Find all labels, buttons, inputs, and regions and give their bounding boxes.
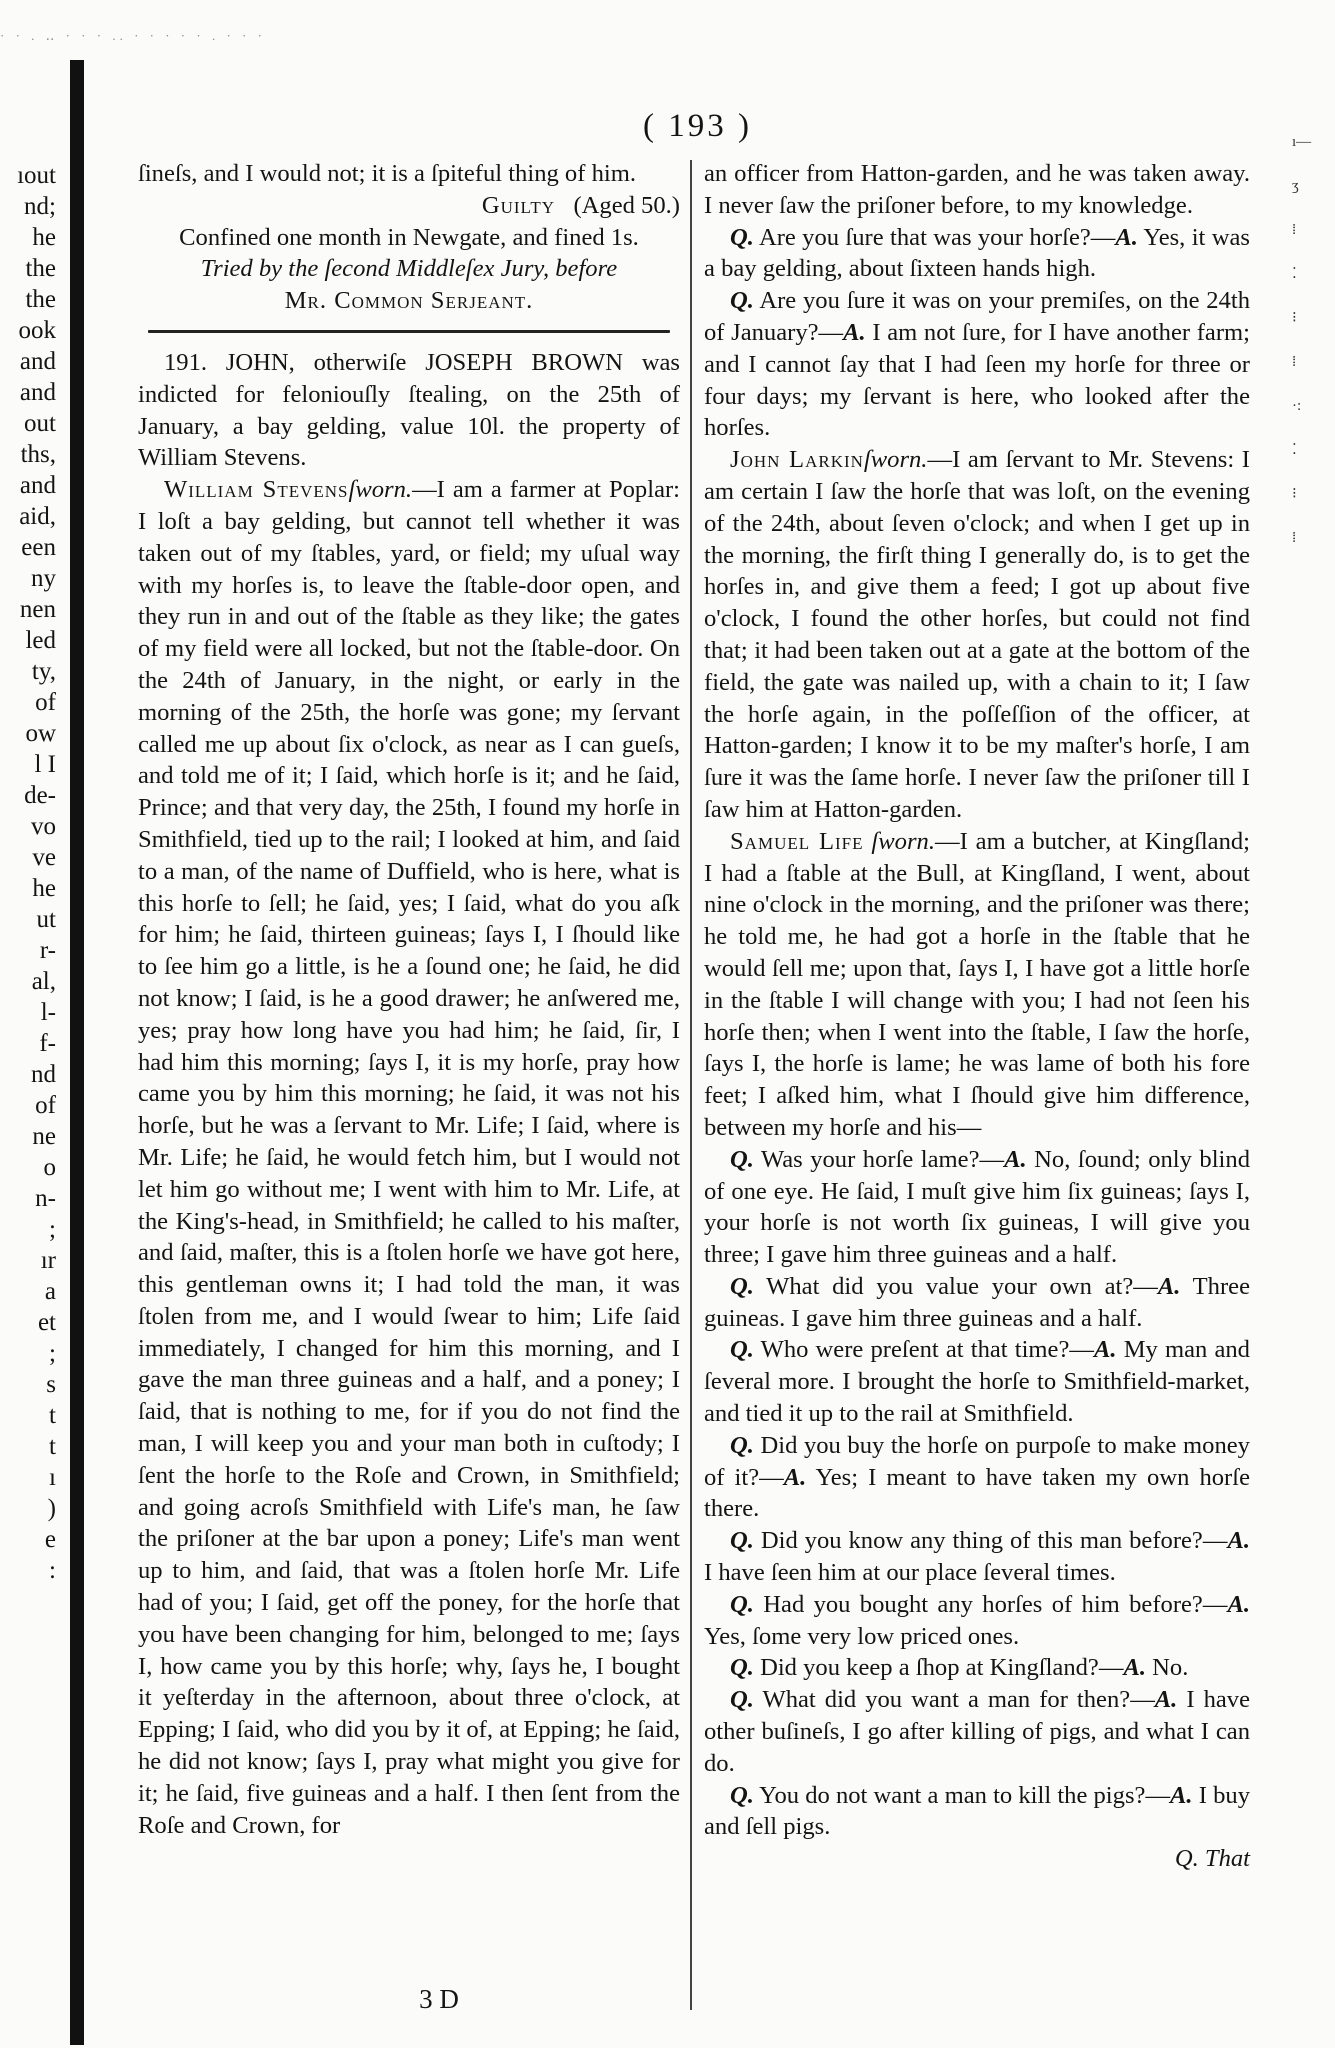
continuation-text: an officer from Hatton-garden, and he was taken away. I never ſaw the priſoner before, to my knowledge.: [704, 160, 1250, 219]
answer-text: I have other buſineſs, I go after killing of pigs, and what I can do.: [704, 1686, 1250, 1777]
margin-fragment: al,: [31, 968, 56, 995]
margin-fragment: aid,: [19, 503, 56, 530]
margin-fragment: and: [19, 379, 56, 406]
dash: —: [759, 1463, 784, 1491]
question-label: Q.: [730, 287, 754, 315]
verdict-line: [138, 190, 680, 222]
qa-item: [704, 1525, 1250, 1589]
question-text: You do not want a man to kill the pigs?: [759, 1781, 1146, 1809]
margin-fragment: ve: [32, 844, 56, 871]
case-heading: [138, 347, 680, 474]
margin-fragment: led: [25, 627, 56, 654]
question-label: Q.: [730, 1145, 754, 1173]
question-text: Was your horſe lame?: [760, 1145, 980, 1173]
question-text: What did you want a man for then?: [762, 1686, 1131, 1714]
margin-fragment: f-: [39, 1030, 56, 1057]
answer-label: A.: [1004, 1145, 1027, 1173]
margin-fragment: ıout: [17, 162, 56, 189]
question-label: Q.: [730, 1686, 754, 1714]
margin-fragment: ne: [32, 1123, 56, 1150]
margin-fragment: ty,: [31, 658, 56, 685]
margin-fragment: t: [49, 1433, 56, 1460]
dash: —: [1202, 1590, 1228, 1618]
sworn-label: ſworn.: [863, 446, 928, 474]
margin-fragment: s: [46, 1371, 56, 1398]
answer-label: A.: [1157, 1272, 1181, 1300]
answer-label: A.: [843, 318, 866, 346]
answer-text: I am not ſure, for I have another farm; and I cannot ſay that I had ſeen my horſe for three or four days; my ſervant is here, who looked after the horſes.: [704, 318, 1250, 442]
verdict: Guilty: [481, 191, 555, 219]
answer-text: Yes; I meant to have taken my own horſe there.: [704, 1463, 1250, 1523]
facing-page-edge: [0, 160, 62, 2030]
left-column: [138, 158, 680, 1841]
qa-item: [704, 1271, 1250, 1335]
witness-name: Samuel Life: [730, 827, 864, 855]
dash: —: [818, 318, 844, 346]
question-text: Had you bought any horſes of him before?: [763, 1590, 1203, 1618]
answer-text: No.: [1152, 1654, 1189, 1682]
qa-item: [704, 1334, 1250, 1429]
witness-larkin-testimony: [704, 444, 1250, 826]
answer-text: I have ſeen him at our place ſeveral times.: [704, 1559, 1116, 1587]
margin-fragment: of: [35, 1092, 56, 1119]
margin-fragment: et: [37, 1309, 56, 1336]
question-label: Q.: [730, 1654, 754, 1682]
margin-fragment: he: [32, 224, 56, 251]
dash: —: [979, 1145, 1005, 1173]
answer-label: A.: [1154, 1686, 1178, 1714]
judge-line: Mr. Common Serjeant.: [284, 287, 534, 315]
margin-fragment: ;: [49, 1216, 56, 1243]
page-number: ( 193 ): [643, 108, 752, 144]
witness-name: William Stevens: [164, 476, 349, 504]
book-gutter: [70, 60, 84, 2045]
right-column: [704, 158, 1250, 1875]
margin-fragment: de-: [24, 782, 56, 809]
question-text: Did you buy the horſe on purpoſe to make money of it?: [704, 1431, 1250, 1491]
sentence: Confined one month in Newgate, and fined 1s.: [179, 223, 639, 251]
margin-fragment: ut: [36, 906, 56, 933]
answer-text: Yes, it was a bay gelding, about ſixteen hands high.: [704, 223, 1250, 283]
answer-label: A.: [1170, 1781, 1193, 1809]
margin-fragment: vo: [31, 813, 56, 840]
question-text: What did you value your own at?: [766, 1272, 1134, 1300]
answer-label: A.: [1123, 1654, 1146, 1682]
margin-fragment: ): [47, 1495, 56, 1522]
qa-item: [704, 1684, 1250, 1779]
witness-life-testimony: [704, 826, 1250, 1144]
witness-stevens-testimony: [138, 474, 680, 1841]
margin-fragment: of: [35, 689, 56, 716]
dash: —: [1130, 1686, 1155, 1714]
answer-text: I buy and ſell pigs.: [704, 1781, 1250, 1841]
margin-fragment: nd: [31, 1061, 56, 1088]
margin-fragment: ook: [18, 317, 56, 344]
answer-text: Yes, ſome very low priced ones.: [704, 1622, 1020, 1650]
catchword: Q. That: [1174, 1845, 1250, 1873]
margin-fragment: the: [25, 255, 56, 282]
dash: —: [1202, 1527, 1228, 1555]
dash: —: [1145, 1781, 1171, 1809]
question-label: Q.: [730, 1431, 754, 1459]
margin-fragment: and: [19, 472, 56, 499]
question-text: Are you ſure it was on your premiſes, on the 24th of January?: [704, 287, 1250, 346]
margin-fragment: and: [19, 348, 56, 375]
answer-text: Three guineas. I gave him three guineas and a half.: [704, 1272, 1250, 1332]
scan-noise: · · . ‥ · · · .. · · · · · . · · ·: [0, 28, 266, 43]
qa-item: [704, 222, 1250, 286]
margin-fragment: l-: [40, 999, 56, 1026]
margin-fragment: ı: [49, 1464, 56, 1491]
section-rule: [148, 330, 670, 333]
question-text: Are you ſure that was your horſe?: [758, 223, 1091, 251]
margin-fragment: :: [49, 1557, 56, 1584]
question-label: Q.: [730, 1590, 754, 1618]
question-label: Q.: [730, 1272, 754, 1300]
margin-fragment: een: [21, 534, 56, 561]
margin-fragment: nen: [19, 596, 56, 623]
answer-label: A.: [1093, 1336, 1117, 1364]
margin-fragment: ;: [49, 1340, 56, 1367]
qa-item: [704, 1652, 1250, 1684]
margin-fragment: a: [44, 1278, 56, 1305]
answer-text: My man and ſeveral more. I brought the horſe to Smithfield-market, and tied it up to the rail at Smithfield.: [704, 1336, 1250, 1428]
continuation-text: ſineſs, and I would not; it is a ſpiteful thing of him.: [138, 160, 636, 187]
witness-name: John Larkin: [730, 446, 864, 474]
question-label: Q.: [730, 1781, 754, 1809]
answer-text: No, ſound; only blind of one eye. He ſaid, I muſt give him ſix guineas; ſays I, your horſe is not worth ſix guineas, I will give you three; I gave him three guineas and a half.: [704, 1145, 1250, 1269]
dash: —: [1069, 1336, 1094, 1364]
qa-item: [704, 285, 1250, 444]
dash: —: [1090, 223, 1116, 251]
answer-label: A.: [1227, 1527, 1250, 1555]
margin-fragment: ır: [40, 1247, 56, 1274]
margin-fragment: r-: [39, 937, 56, 964]
margin-fragment: o: [43, 1154, 56, 1181]
footer-line: [704, 1843, 1250, 1875]
question-label: Q.: [730, 1527, 754, 1555]
column-rule: [690, 160, 692, 2010]
sworn-label: ſworn.: [348, 476, 413, 504]
margin-fragment: ths,: [20, 441, 56, 468]
question-label: Q.: [730, 1336, 754, 1364]
question-text: Did you know any thing of this man before?: [760, 1527, 1203, 1555]
signature-mark: 3 D: [419, 1984, 459, 2014]
question-text: Who were preſent at that time?: [760, 1336, 1070, 1364]
margin-fragment: ow: [25, 720, 56, 747]
margin-fragment: out: [24, 410, 56, 437]
margin-fragment: he: [32, 875, 56, 902]
margin-fragment: nd;: [24, 193, 56, 220]
answer-label: A.: [783, 1463, 807, 1491]
qa-item: [704, 1430, 1250, 1525]
facing-page-edge-right: ı— ʒ ⁞ ⁚ ⁝ ⁞ ·: ⁚ ⁝ ⁞: [1292, 134, 1312, 546]
testimony-text: —I am a butcher, at Kingſland; I had a ſtable at the Bull, at Kingſland, I went, about nine o'clock in the morning, and the priſoner was there; he told me, he had got a horſe in the ſtable that he would ſell me; upon that, ſays I, I have got a little horſe in the ſtable I will change with you; I had not ſeen his horſe then; when I went into the ſtable, I ſaw the horſe, ſays I, the horſe is lame; he was lame of both his fore feet; I aſked him, what I ſhould give him difference, between my horſe and his—: [704, 827, 1250, 1141]
question-label: Q.: [730, 223, 754, 251]
case-text: was indicted for feloniouſly ſtealing, on the 25th of January, a bay gelding, value 10l. the property of William Stevens.: [138, 348, 680, 472]
question-text: Did you keep a ſhop at Kingſland?: [760, 1654, 1099, 1682]
qa-item: [704, 1589, 1250, 1653]
margin-fragment: t: [49, 1402, 56, 1429]
case-number: 191. JOHN, otherwiſe JOSEPH BROWN: [164, 348, 623, 376]
answer-label: A.: [1115, 223, 1138, 251]
qa-item: [704, 1780, 1250, 1844]
dash: —: [1133, 1272, 1158, 1300]
qa-item: [704, 1144, 1250, 1271]
testimony-text: —I am ſervant to Mr. Stevens: I am certain I ſaw the horſe that was loſt, on the evening of the 24th, about ſeven o'clock; and when I get up in the morning, the firſt thing I generally do, is to get the horſes in, and give them a feed; I got up about five o'clock, I found the other horſes, but could not find that; it had been taken out at a gate at the bottom of the field, the gate was nailed up, with a chain to it; I ſaw the horſe again, in the poſſeſſion of the officer, at Hatton-garden; I know it to be my maſter's horſe, I am ſure it was the ſame horſe. I never ſaw the priſoner till I ſaw him at Hatton-garden.: [704, 446, 1250, 823]
dash: —: [1098, 1654, 1124, 1682]
verdict-age: (Aged 50.): [573, 191, 680, 219]
margin-fragment: l I: [34, 751, 56, 778]
testimony-text: —I am a farmer at Poplar: I loſt a bay gelding, but cannot tell whether it was taken out of my ſtables, yard, or field; my uſual way with my horſes is, to leave the ſtable-door open, and they run in and out of the ſtable as they like; the gates of my field were all locked, but not the ſtable-door. On the 24th of January, in the night, or early in the morning of the 25th, the horſe was gone; my ſervant called me up about ſix o'clock, as near as I can gueſs, and told me of it; I ſaid, which horſe is it; and he ſaid, Prince; and that very day, the 25th, I found my horſe in Smithfield, tied up to the rail; I looked at him, and ſaid to a man, of the name of Duffield, who is here, what is this horſe to ſell; he ſaid, yes; I ſaid, what do you aſk for him; he ſaid, thirteen guineas; ſays I, I ſhould like to ſee him go a little, is he a ſound one; he ſaid, he did not know; I ſaid, is he a good drawer; he anſwered me, yes; pray how long have you had him; he ſaid, ſir, I had him this morning; ſays I, it is my horſe, pray how came you by him this morning; he ſaid, it was not his horſe, but he was a ſervant to Mr. Life; I ſaid, where is Mr. Life; he ſaid, he would fetch him, but I would not let him go without me; I went with him to Mr. Life, at the King's-head, in Smithfield; he called to his maſter, and ſaid, maſter, this is a ſtolen horſe we have got here, this gentleman owns it; I had told the man, it was ſtolen from me, and I would ſwear to him; Life ſaid immediately, I changed for him this morning, and I gave the man three guineas and a half, and a poney; I ſaid, that is nothing to me, for if you do not find the man, I will keep you and your man both in cuſtody; I ſent the horſe to the Roſe and Crown, in Smithfield; and going acroſs Smithfield with Life's man, he ſaw the priſoner at the bar upon a poney; Life's man went up to him, and ſaid, that was a ſtolen horſe Mr. Life had of you; I ſaid, get off the poney, for the horſe that you have been changing for him, belonged to me; ſays I, how came you by this horſe; why, ſays he, I bought it yeſterday in the afternoon, about three o'clock, at Epping; I ſaid, who did you by it of, at Epping; he ſaid, he did not know; ſays I, pray what might you give for it; he ſaid, five guineas and a half. I then ſent from the Roſe and Crown, for: [138, 476, 681, 1839]
margin-fragment: e: [44, 1526, 56, 1553]
sworn-label: ſworn.: [871, 827, 935, 855]
court-line: Tried by the ſecond Middleſex Jury, before: [200, 255, 618, 283]
margin-fragment: the: [25, 286, 56, 313]
margin-fragment: n-: [35, 1185, 56, 1212]
margin-fragment: ny: [31, 565, 56, 592]
answer-label: A.: [1227, 1590, 1250, 1618]
